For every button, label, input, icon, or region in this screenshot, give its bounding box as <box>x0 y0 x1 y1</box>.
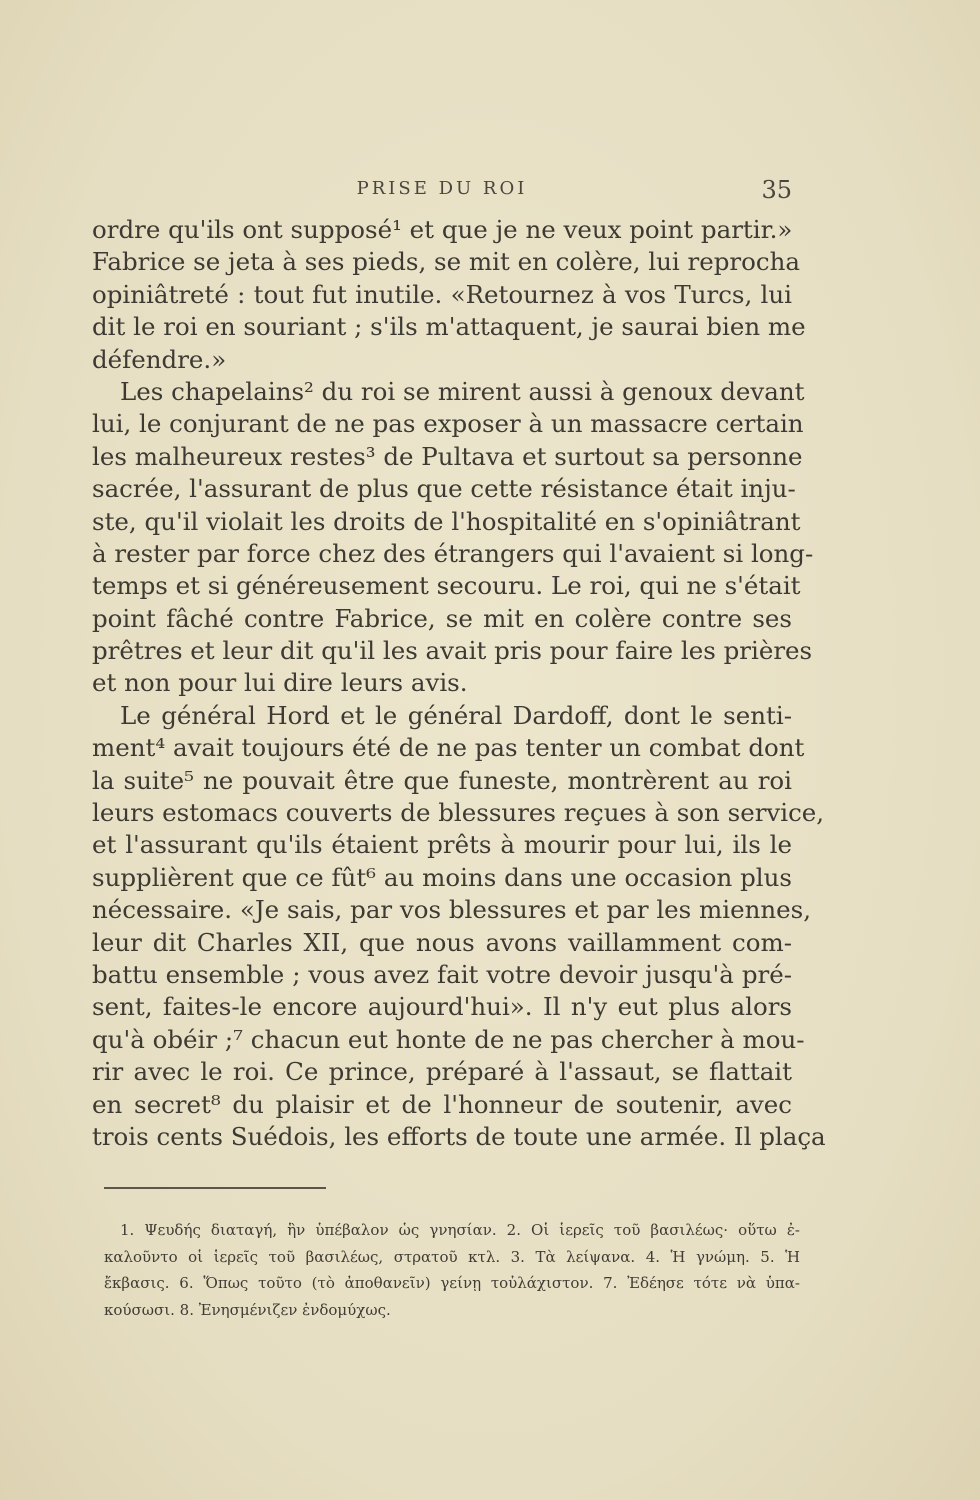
text-line: nécessaire. «Je sais, par vos blessures et par les miennes, <box>92 895 811 925</box>
text-line: battu ensemble ; vous avez fait votre devoir jusqu'à pré- <box>92 959 792 989</box>
text-line: en secret⁸ du plaisir et de l'honneur de soutenir, avec <box>92 1089 792 1119</box>
text-line: lui, le conjurant de ne pas exposer à un massacre certain <box>92 409 804 439</box>
text-line: leur dit Charles XII, que nous avons vaillamment com- <box>92 927 792 957</box>
text-line: ment⁴ avait toujours été de ne pas tenter un combat dont <box>92 733 805 763</box>
text-line: supplièrent que ce fût⁶ au moins dans une occasion plus <box>92 862 792 892</box>
text-line: dit le roi en souriant ; s'ils m'attaquent, je saurai bien me <box>92 312 806 342</box>
text-line: opiniâtreté : tout fut inutile. «Retournez à vos Turcs, lui <box>92 279 792 309</box>
body-text <box>92 214 826 1153</box>
text-line: les malheureux restes³ de Pultava et surtout sa personne <box>92 441 803 471</box>
page-header <box>92 178 792 208</box>
running-head: PRISE DU ROI <box>356 178 528 199</box>
text-line: qu'à obéir ;⁷ chacun eut honte de ne pas chercher à mou- <box>92 1024 805 1054</box>
text-line: sent, faites-le encore aujourd'hui». Il n'y eut plus alors <box>92 992 792 1022</box>
footnote-line: ἔκβασις. 6. Ὅπως τοῦτο (τὸ ἀποθανεῖν) γείνῃ τοὐλάχιστον. 7. Ἐδέησε τότε νὰ ὑπα- <box>104 1274 800 1292</box>
footnote-line: κούσωσι. 8. Ἐνησμένιζεν ἐνδομύχως. <box>104 1300 391 1319</box>
text-line: et l'assurant qu'ils étaient prêts à mourir pour lui, ils le <box>92 830 792 860</box>
text-line: la suite⁵ ne pouvait être que funeste, montrèrent au roi <box>92 765 792 795</box>
text-line: à rester par force chez des étrangers qui l'avaient si long- <box>92 538 814 568</box>
text-line: Le général Hord et le général Dardoff, dont le senti- <box>120 700 792 730</box>
text-line: sacrée, l'assurant de plus que cette résistance était inju- <box>92 474 796 504</box>
page-number: 35 <box>761 176 792 204</box>
text-line: temps et si généreusement secouru. Le roi, qui ne s'était <box>92 571 801 601</box>
text-line: leurs estomacs couverts de blessures reçues à son service, <box>92 798 825 828</box>
footnote-line: 1. Ψευδής διαταγή, ἣν ὑπέβαλον ὡς γνησίαν. 2. Οἱ ἱερεῖς τοῦ βασιλέως· οὕτω ἐ- <box>120 1221 800 1239</box>
text-line: Les chapelains² du roi se mirent aussi à genoux devant <box>120 376 805 406</box>
footnotes <box>104 1217 800 1323</box>
text-line: trois cents Suédois, les efforts de toute une armée. Il plaça <box>92 1121 826 1151</box>
footnote-line: καλοῦντο οἱ ἱερεῖς τοῦ βασιλέως, στρατοῦ κτλ. 3. Τὰ λείψανα. 4. Ἡ γνώμη. 5. Ἡ <box>104 1247 800 1266</box>
text-line: prêtres et leur dit qu'il les avait pris pour faire les prières <box>92 636 813 666</box>
text-line: ordre qu'ils ont supposé¹ et que je ne veux point partir.» <box>92 215 793 244</box>
footnote-rule <box>104 1187 326 1189</box>
text-line: ste, qu'il violait les droits de l'hospitalité en s'opiniâtrant <box>92 506 801 536</box>
text-line: défendre.» <box>92 344 227 374</box>
text-line: point fâché contre Fabrice, se mit en colère contre ses <box>92 603 792 633</box>
text-line: et non pour lui dire leurs avis. <box>92 668 468 698</box>
text-line: rir avec le roi. Ce prince, préparé à l'assaut, se flattait <box>92 1057 792 1087</box>
text-line: Fabrice se jeta à ses pieds, se mit en colère, lui reprocha <box>92 247 800 277</box>
